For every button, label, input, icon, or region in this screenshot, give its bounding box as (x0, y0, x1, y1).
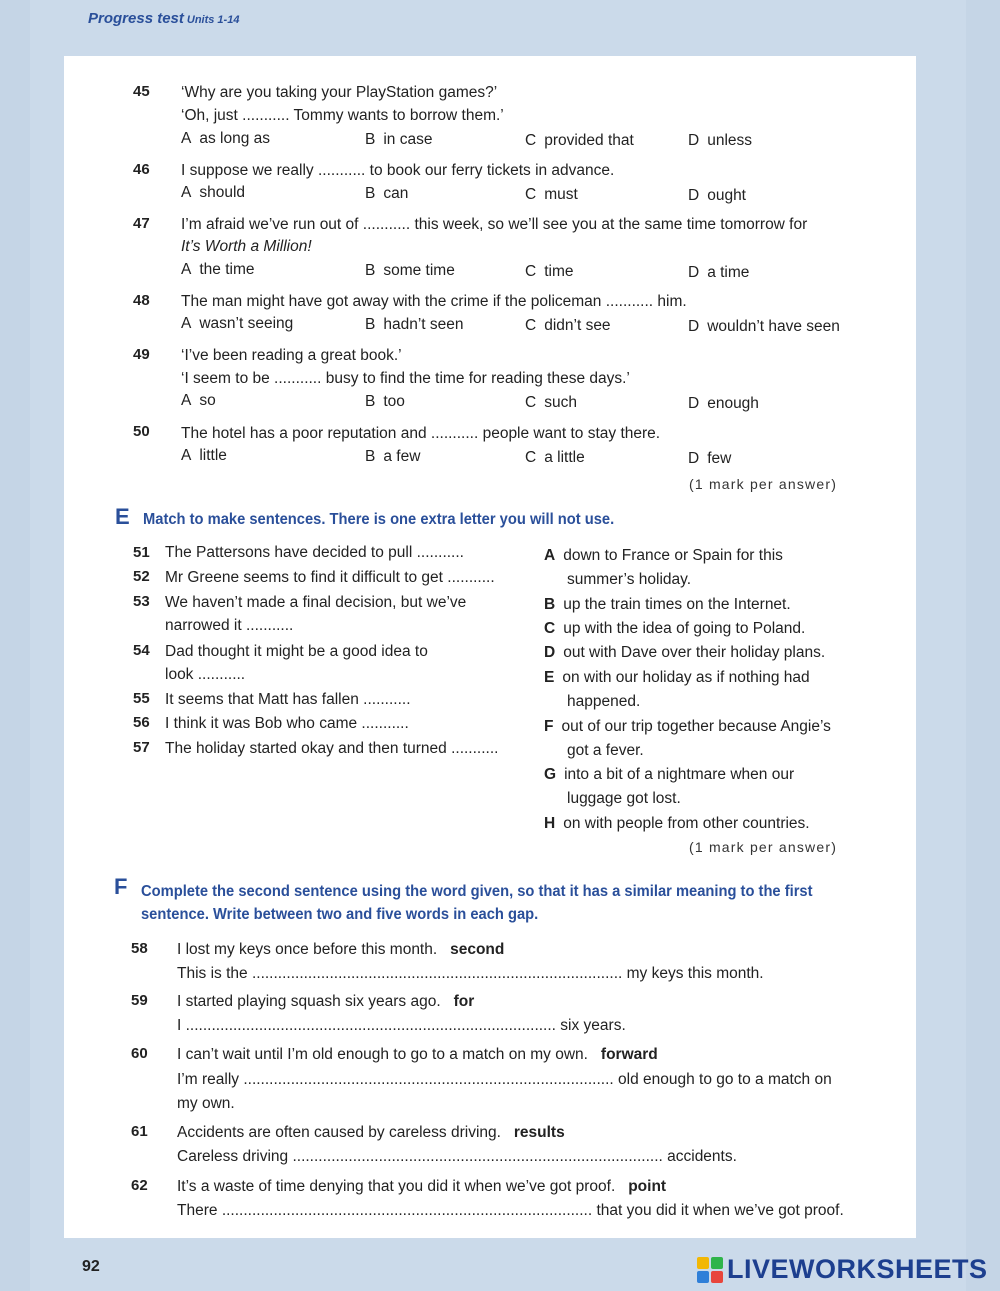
answer-line: Careless driving ...................................................................................... accidents. (177, 1148, 737, 1165)
option-d[interactable]: D enough (688, 395, 759, 412)
question-number: 52 (133, 568, 150, 585)
answer-gap[interactable]: ...................................................................................... (221, 1202, 593, 1219)
section-instruction: Match to make sentences. There is one extra letter you will not use. (143, 511, 615, 528)
option-c[interactable]: C must (525, 186, 578, 203)
match-option-g[interactable]: G into a bit of a nightmare when our (544, 766, 795, 783)
option-b[interactable]: B too (365, 393, 405, 410)
question-number: 46 (133, 161, 150, 178)
brand-name: LIVEWORKSHEETS (727, 1254, 988, 1284)
option-a[interactable]: A the time (181, 261, 255, 278)
option-a[interactable]: A as long as (181, 130, 271, 147)
question-text: I suppose we really ........... to book our ferry tickets in advance. (181, 162, 615, 179)
answer-gap[interactable]: ...................................................................................... (243, 1071, 614, 1088)
question-number: 62 (131, 1177, 148, 1194)
transform-sentence: Accidents are often caused by careless driving. results (177, 1124, 565, 1141)
match-option-text: happened. (567, 693, 641, 710)
match-option-f[interactable]: F out of our trip together because Angie’s (544, 718, 831, 735)
option-d[interactable]: D a time (688, 264, 750, 281)
question-number: 53 (133, 593, 150, 610)
answer-line-continued: my own. (177, 1095, 235, 1112)
option-a[interactable]: A wasn’t seeing (181, 315, 294, 332)
option-d[interactable]: D ought (688, 187, 746, 204)
match-option-d[interactable]: D out with Dave over their holiday plans. (544, 644, 826, 661)
transform-sentence: It’s a waste of time denying that you did it when we’ve got proof. point (177, 1178, 667, 1195)
match-item-text: We haven’t made a final decision, but we’ve (165, 594, 467, 611)
answer-gap[interactable]: ...................................................................................... (251, 965, 623, 982)
match-item-text: The Pattersons have decided to pull ........... (165, 544, 464, 561)
question-number: 50 (133, 423, 150, 440)
match-option-a[interactable]: A down to France or Spain for this (544, 547, 783, 564)
question-number: 57 (133, 739, 150, 756)
answer-line: This is the ...................................................................................... my keys this month. (177, 965, 764, 982)
option-c[interactable]: C didn’t see (525, 317, 611, 334)
question-text: The hotel has a poor reputation and ........... people want to stay there. (181, 425, 661, 442)
question-number: 54 (133, 642, 150, 659)
question-number: 47 (133, 215, 150, 232)
page-header (88, 10, 239, 27)
match-option-h[interactable]: H on with people from other countries. (544, 815, 810, 832)
option-b[interactable]: B in case (365, 131, 433, 148)
section-instruction: Complete the second sentence using the word given, so that it has a similar meaning to the first (141, 883, 813, 900)
match-option-text: luggage got lost. (567, 790, 681, 807)
question-number: 61 (131, 1123, 148, 1140)
answer-line: There ...................................................................................... that you did it when we’ve got proof. (177, 1202, 844, 1219)
match-item-text: The holiday started okay and then turned ........... (165, 740, 499, 757)
section-instruction: sentence. Write between two and five words in each gap. (141, 906, 539, 923)
option-d[interactable]: D wouldn’t have seen (688, 318, 840, 335)
brand-grid-icon (697, 1257, 723, 1283)
question-number: 45 (133, 83, 150, 100)
answer-gap[interactable]: ...................................................................................... (185, 1017, 556, 1034)
transform-sentence: I lost my keys once before this month. second (177, 941, 505, 958)
keyword: results (513, 1124, 565, 1141)
question-text: ‘Why are you taking your PlayStation games?’ (181, 84, 498, 101)
brand-logo[interactable] (697, 1254, 988, 1285)
keyword: point (628, 1178, 667, 1195)
transform-sentence: I can’t wait until I’m old enough to go to a match on my own. forward (177, 1046, 658, 1063)
transform-sentence: I started playing squash six years ago. for (177, 993, 475, 1010)
option-a[interactable]: A so (181, 392, 216, 409)
page-number: 92 (82, 1258, 100, 1275)
option-c[interactable]: C a little (525, 449, 585, 466)
option-a[interactable]: A little (181, 447, 227, 464)
match-option-text: got a fever. (567, 742, 644, 759)
marks-note: (1 mark per answer) (689, 839, 838, 855)
match-item-text: It seems that Matt has fallen ........... (165, 691, 411, 708)
question-number: 56 (133, 714, 150, 731)
question-text: I’m afraid we’ve run out of ........... this week, so we’ll see you at the same time tomorrow for (181, 216, 808, 233)
match-item-text: Dad thought it might be a good idea to (165, 643, 428, 660)
question-text: ‘I’ve been reading a great book.’ (181, 347, 402, 364)
option-b[interactable]: B a few (365, 448, 421, 465)
answer-line: I ...................................................................................... six years. (177, 1017, 626, 1034)
question-number: 48 (133, 292, 150, 309)
answer-line: I’m really ...................................................................................... old enough to go to a match on (177, 1071, 832, 1088)
section-letter: F (114, 874, 128, 899)
match-item-text: look ........... (165, 666, 246, 683)
match-item-text: Mr Greene seems to find it difficult to get ........... (165, 569, 495, 586)
header-units: Units 1-14 (186, 14, 240, 26)
match-option-b[interactable]: B up the train times on the Internet. (544, 596, 791, 613)
keyword: second (450, 941, 505, 958)
question-text: It’s Worth a Million! (181, 238, 312, 255)
option-c[interactable]: C such (525, 394, 577, 411)
marks-note: (1 mark per answer) (689, 476, 838, 492)
option-d[interactable]: D few (688, 450, 732, 467)
section-letter: E (115, 504, 130, 529)
question-number: 58 (131, 940, 148, 957)
question-number: 51 (133, 544, 150, 561)
option-a[interactable]: A should (181, 184, 246, 201)
option-b[interactable]: B can (365, 185, 409, 202)
option-d[interactable]: D unless (688, 132, 753, 149)
question-text: ‘I seem to be ........... busy to find the time for reading these days.’ (181, 370, 630, 387)
answer-gap[interactable]: ...................................................................................... (292, 1148, 663, 1165)
match-option-c[interactable]: C up with the idea of going to Poland. (544, 620, 806, 637)
question-text: ‘Oh, just ........... Tommy wants to borrow them.’ (181, 107, 504, 124)
keyword: forward (600, 1046, 658, 1063)
question-number: 55 (133, 690, 150, 707)
option-c[interactable]: C provided that (525, 132, 634, 149)
option-b[interactable]: B hadn’t seen (365, 316, 464, 333)
keyword: for (453, 993, 475, 1010)
match-option-e[interactable]: E on with our holiday as if nothing had (544, 669, 810, 686)
header-title: Progress test (88, 10, 184, 27)
question-number: 60 (131, 1045, 148, 1062)
question-text: The man might have got away with the crime if the policeman ........... him. (181, 293, 687, 310)
option-c[interactable]: C time (525, 263, 574, 280)
option-b[interactable]: B some time (365, 262, 455, 279)
match-option-text: summer’s holiday. (567, 571, 692, 588)
match-item-text: I think it was Bob who came ........... (165, 715, 409, 732)
question-number: 59 (131, 992, 148, 1009)
question-number: 49 (133, 346, 150, 363)
match-item-text: narrowed it ........... (165, 617, 294, 634)
